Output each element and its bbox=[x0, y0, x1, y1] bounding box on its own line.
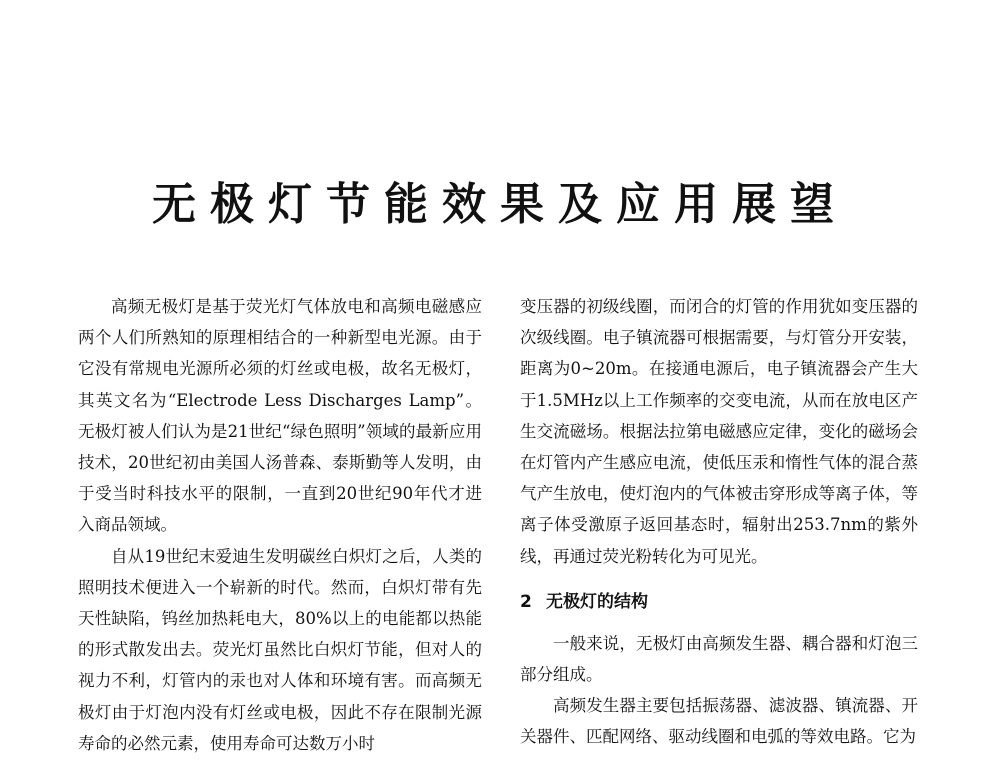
paragraph: 一般来说，无极灯由高频发生器、耦合器和灯泡三部分组成。 bbox=[520, 633, 918, 685]
left-column bbox=[78, 291, 482, 759]
article-title: 无极灯节能效果及应用展望 bbox=[152, 179, 848, 230]
right-column bbox=[520, 291, 918, 753]
paragraph: 高频无极灯是基于荧光灯气体放电和高频电磁感应两个人们所熟知的原理相结合的一种新型电光源。由于它没有常规电光源所必须的灯丝或电极，故名无极灯，其英文名为“Electrode Less Discharges Lamp”。无极灯被人们认为是21世纪“绿色照明”领域的最新应用技术，20世纪初由美国人汤普森、泰斯勤等人发明，由于受当时科技水平的限制，一直到20世纪90年代才进入商品领域。 bbox=[78, 297, 482, 535]
paragraph: 变压器的初级线圈，而闭合的灯管的作用犹如变压器的次级线圈。电子镇流器可根据需要，与灯管分开安装，距离为0~20m。在接通电源后，电子镇流器会产生大于1.5MHz以上工作频率的交变电流，从而在放电区产生交流磁场。根据法拉第电磁感应定律，变化的磁场会在灯管内产生感应电流，使低压汞和惰性气体的混合蒸气产生放电，使灯泡内的气体被击穿形成等离子体，等离子体受激原子返回基态时，辐射出253.7nm的紫外线，再通过荧光粉转化为可见光。 bbox=[520, 297, 918, 566]
section-title: 无极灯的结构 bbox=[546, 591, 648, 612]
paragraph: 高频发生器主要包括振荡器、滤波器、镇流器、开关器件、匹配网络、驱动线圈和电弧的等效电路。它为 bbox=[520, 696, 918, 747]
section-number: 2 bbox=[520, 591, 532, 612]
paragraph: 自从19世纪末爱迪生发明碳丝白炽灯之后，人类的照明技术便进入一个崭新的时代。然而，白炽灯带有先天性缺陷，钨丝加热耗电大，80%以上的电能都以热能的形式散发出去。荧光灯虽然比白炽灯节能，但对人的视力不利，灯管内的汞也对人体和环境有害。而高频无极灯由于灯泡内没有灯丝或电极，因此不存在限制光源寿命的必然元素，使用寿命可达数万小时 bbox=[78, 546, 482, 753]
section-heading bbox=[520, 587, 918, 617]
